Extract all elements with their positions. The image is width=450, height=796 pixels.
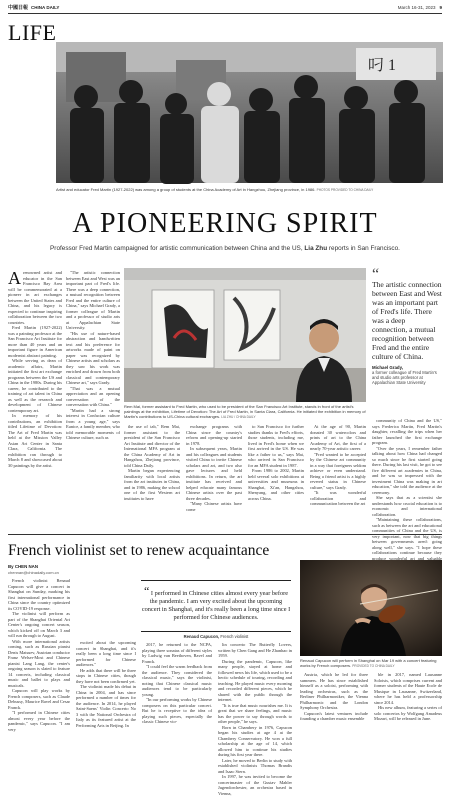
pull-quote xyxy=(372,266,442,385)
story2-para: 2017, he returned to the NCPA, playing three sonatas of different styles by Ludwig van Beethoven, Ravel and Franck. xyxy=(142,642,212,664)
article-para: In memory of his contributions, an exhibition titled Lifetime of Devotion: The Art of Fred Martin was held at the Mission Valley Asian Art Center in Santa Clara, California. The exhibition ran through to March 8 and showcased about 30 paintings by the artist. xyxy=(8,413,62,468)
logo-en: CHINA DAILY xyxy=(31,5,60,10)
story2-quote-role: French violinist xyxy=(220,634,249,639)
exhibition-photo xyxy=(124,268,366,402)
story2-col-5 xyxy=(300,672,368,744)
story2-col-2 xyxy=(76,578,136,743)
story2-quote-attribution xyxy=(141,634,291,639)
story2-col-3 xyxy=(142,642,212,743)
dek-text: Professor Fred Martin campaigned for artistic communication between China and the US, xyxy=(50,245,303,252)
story2-col-6 xyxy=(374,672,442,744)
article-para: to San Francisco for further studies thanks to Fred's efforts, those students, including me, lived in Fred's home when we first arrived in the US. He was like a father to us," says Mai, who arrived in San Francisco for an MFA student in 1987. xyxy=(248,424,304,468)
article-para: "That was a mutual appreciation and an opening conversation of the conversation with China." xyxy=(66,385,120,407)
quote-mark-icon: “ xyxy=(144,584,150,598)
pull-quote-text: The artistic connection between East and West was an important part of Fred's life. There was a deep connection, a mutual recognition between Fred and the entire culture of China. xyxy=(372,280,442,361)
violinist-caption-text: Renaud Capucon will perform in Shanghai on Mar 19 with a concert featuring works by French composers. xyxy=(300,658,437,668)
article-para: "It was wonderful collaboration and communication between the art xyxy=(310,490,366,506)
story2-headline: French violinist set to renew acquaintance xyxy=(8,542,270,559)
pull-quote-role: a former colleague of Fred Martin's and studio arts professor at Appalachian State University xyxy=(372,370,437,385)
story2-para: Later, he moved to Berlin to study with established violinists Thomas Brandis and Isaac Stern. xyxy=(218,757,292,774)
story2-para: "I could feel the warm feedback from the audience. They considered the classical music," says the violinist, noting that Chinese classical music audiences tend to be particularly young. xyxy=(142,664,212,697)
article-col-4 xyxy=(186,424,242,524)
pull-quote-name: Michael Grady, xyxy=(372,365,403,370)
article-para: "The artistic connection between East and West was an important part of Fred's life. There was a deep connection, a mutual recognition between Fred and the entire culture of China," says Michael Grady, a former colleague of Martin and a professor of studio arts at Appalachian State University. xyxy=(66,270,120,330)
headline: A PIONEERING SPIRIT xyxy=(72,208,378,239)
story2-para: He adds that there will be three stops in Chinese cities, though they have not been confirmed yet. xyxy=(76,667,136,684)
story2-para: "In our performing works by Chinese composers on this particular concert. But he is receptive to the idea of playing such pieces, especially the classic Chinese vio- xyxy=(142,697,212,724)
article-para: renowned artist and educator in the San Francisco Bay Area will be commemorated at a pioneer in art exchanges between the United States and China, and his legacy is expected to continue inspiring collaboration between the two countries. xyxy=(8,270,62,325)
story2-para: The violinist made his debut in China in 2004, and has since performed a number of times for the audience. In 2014, he played Saint-Saens' Violin Concerto No 3 with the National Orchestra of Italy as its featured artist at the Performing Arts in Beijing. In xyxy=(76,684,136,728)
article-para: "Fred wanted to be accepted by the Chinese art community in a way that foreigners seldom achieve or even understand. Being a friend artist is a highly revered status in Chinese culture," says Grady. xyxy=(310,451,366,490)
page-number: 9 xyxy=(439,5,442,10)
story2-quote-name: Renaud Capucon, xyxy=(183,634,220,639)
article-para: the use of tab," Rem Mai, former assistant to the president of the San Francisco Art Institute and director of the International MFA program at the China Academy of Art in Hangzhou, Zhejiang province, told China Daily. xyxy=(124,424,180,468)
article-para: In subsequent years, Martin and his colleagues and students visited China to invite Chinese scholars and art, and two also gave lectures and held exhibitions. In return, the art institute has received and helped educate many famous Chinese artists over the past three decades. xyxy=(186,446,242,501)
story2-para: In 1997, he was invited to become the concertmaster of the Gustav Mahler Jugendorchester, an orchestra based in Vienna, xyxy=(218,774,292,796)
top-photo xyxy=(56,42,443,183)
violinist-photo-credit: PROVIDED TO CHINA DAILY xyxy=(352,664,395,668)
article-col-7 xyxy=(372,418,442,561)
top-photo-caption xyxy=(56,187,443,193)
article-col-6 xyxy=(310,424,366,524)
article-col-3 xyxy=(124,424,180,524)
dropcap: A xyxy=(8,268,21,288)
article-para: "Many Chinese artists have come xyxy=(186,501,242,512)
section-title: LIFE xyxy=(8,20,57,45)
story2-para: Born in Chambery in 1976, Capucon began his studies at age 4 at the Chambery Conservatory. He won a full scholarship at the age of 14, which allowed him to continue his studies during his first year there. xyxy=(218,724,292,757)
article-para: "Maintaining these collaborations, such as between the art and educational communities of China and the US, is very important, now that big things between governments aren't going along well," she says. "I hope these collaborations continue because they produce wonderful art and valuable xyxy=(372,517,442,561)
article-para: "Over the years, I remember father talking about how China had changed so much since he first started going there. During his last visit, he got to see five different art academies in China, and he was so impressed with the investment China was making in art education," she told the audience at the ceremony. xyxy=(372,445,442,495)
dateline: March 16-31, 2023 xyxy=(397,5,436,10)
article-para: From 1986 to 2002, Martin held several solo exhibitions at universities and museums in Shanghai, Xi'an, Hangzhou, Shenyang, and other cities across China. xyxy=(248,468,304,501)
story2-quote xyxy=(141,580,291,632)
dek xyxy=(0,245,450,252)
violinist-photo-caption xyxy=(300,658,442,669)
dek-author: Lia Zhu xyxy=(304,245,328,252)
masthead xyxy=(8,3,442,12)
story2-email: chennan@chinadaily.com.cn xyxy=(8,570,59,575)
story2-quote-text: I performed in Chinese cities almost every year before the pandemic. I am very excited about the upcoming concert in Shanghai, and it's really been a long time since I performed for Chinese audiences. xyxy=(141,590,291,621)
poster-text: 叼 1 xyxy=(368,57,397,74)
story2-para: During the pandemic, Capucon, like many people, stayed at home and followed news his life, which used to be a hectic schedule of touring, recording and teaching. He played music every morning and recorded different pieces, which he shared with the public through the internet. xyxy=(218,658,292,702)
story2-para: His new album, featuring a series of solo concertos by Wolfgang Amadeus Mozart, will be released in June. xyxy=(374,705,442,721)
story2-para: French violinist Renaud Capucon will give a concert in Shanghai on Sunday, marking his first international performance in China since the country optimized its COVID-19 response. xyxy=(8,578,70,611)
article-para: "His use of nature-based abstraction and handwritten text and his preference for artworks made of paint on paper was recognized by Chinese artists and scholars as they saw his work was enriched and drawn from both classical and contemporary Chinese art," says Grady. xyxy=(66,330,120,385)
story2-para: "It is true that music nourishes me. It is great that we share feelings, and music has the power to say through words to other people," he says. xyxy=(218,702,292,724)
story2-col-1 xyxy=(8,578,70,743)
quote-mark-icon: “ xyxy=(372,266,380,283)
article-para: community of China and the US," says Frederica Martin, Fred Martin's daughter, recalling the trips when her father launched the first exchange program. xyxy=(372,418,442,445)
article-col-2 xyxy=(66,270,120,520)
dek-end: reports in San Francisco. xyxy=(328,245,400,252)
violinist-photo xyxy=(300,560,442,656)
story2-para: Austria, which he led for three summers. He has since established himself as a soloist, performing with leading orchestras, such as the Berliner Philharmoniker, the Vienna Philharmonic and the London Symphony Orchestra. xyxy=(300,672,368,710)
article-para: She says that as a scientist she understands how crucial education is to economic and international collaboration. xyxy=(372,495,442,517)
story2-para: Capucon's latest ventures include founding a chamber music ensemble xyxy=(300,710,368,721)
article-para: While serving as dean of academic affairs, Martin initiated the first art exchange programs between the US and China in the 1980s. During his career, he contributed to the training of art talent in China as well as the research and development of Chinese contemporary art. xyxy=(8,358,62,413)
article-col-1 xyxy=(8,270,62,520)
article-para: Martin began experiencing familiarity with local artists from the art institutes in China, and in 1986, making the school one of the first Western art institutes to have xyxy=(124,468,180,501)
article-para: exchange programs with China since the country's reform and opening-up started in 1978. xyxy=(186,424,242,446)
story2-para: ble in 2017, named Lausanne Soloists, which comprises current and former students of the Haute Ecole de Musique in Lausanne, Switzerland, where he has held a professorship since 2014. xyxy=(374,672,442,705)
story2-para: With more international artists coming, such as Russian pianist Denis Matsuev, Austrian conductor Franz Welser-Most and Chinese pianist Lang Lang, the center's ongoing season is slated to feature 14 concerts, including classical music and ballet to plays and musicals. xyxy=(8,638,70,688)
top-photo-credit: PHOTOS PROVIDED TO CHINA DAILY xyxy=(316,188,374,192)
story2-col-4 xyxy=(218,642,292,796)
masthead-rule xyxy=(8,13,442,14)
story2-para: excited about the upcoming concert in Shanghai, and it's really been a long time since I performed for Chinese audiences." xyxy=(76,640,136,667)
story2-para: Capucon will play works by French composers, such as Claude Debussy, Maurice Ravel and Cesar Franck. xyxy=(8,688,70,710)
story-divider xyxy=(8,534,442,535)
logo-cn: 中國日報 xyxy=(8,5,29,11)
exhibition-caption-text: Rem Mai, former assistant to Fred Martin, who used to be president of the San Francisco Art Institute, stands in front of the artist's paintings at the exhibition, Lifetime of Devotion: The Art of Fred Martin, in Santa Clara, California. He initiated the exhibition in memory of Martin's contributions to US-China cultural exchanges. xyxy=(124,404,366,419)
exhibition-photo-caption xyxy=(124,404,366,420)
article-para: Fred Martin (1927-2022) was a painting professor at the San Francisco Art Institute for more than 40 years and an important figure in American modernist abstract painting. xyxy=(8,325,62,358)
story2-para: lin concerto The Butterfly Lovers, written by Chen Gang and He Zhanhao in 1959. xyxy=(218,642,292,658)
article-para: "Martin had a strong interest in Confucian culture from a young age," says Eunice, a family member, who told memorable moments of Chinese culture, such as xyxy=(66,407,120,440)
exhibition-photo-credit: LIA ZHU / CHINA DAILY xyxy=(221,415,256,419)
story2-para: The violinist will perform as part of the Shanghai Oriental Art Center's ongoing concert season, which kicked off on March 3 and will run through to August. xyxy=(8,611,70,638)
article-para: At the age of 90, Martin donated 30 watercolors and prints of art to the China Academy of Art, the first of a nearly 70-year artistic career. xyxy=(310,424,366,451)
story2-para: "I performed in Chinese cities almost every year before the pandemic," says Capucon. "I am very xyxy=(8,710,70,732)
story2-byline: By CHEN NAN xyxy=(8,564,39,569)
top-photo-caption-text: Artist and educator Fred Martin (1927-2022) was among a group of students at the China Academy of Art in Hangzhou, Zhejiang province, in 1986. xyxy=(56,187,316,192)
article-col-5 xyxy=(248,424,304,524)
